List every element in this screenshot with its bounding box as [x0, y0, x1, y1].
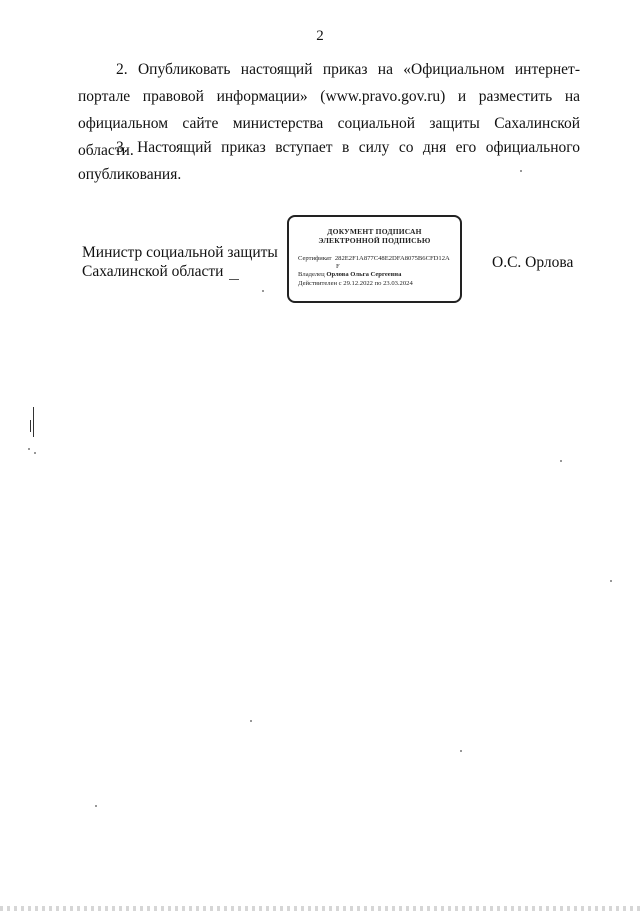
scan-artifact: [262, 290, 264, 292]
stamp-certificate: [298, 254, 460, 263]
stamp-certificate-tail: F: [336, 263, 340, 270]
stamp-certificate-value: 282E2F1A877C48E2DFA8075B6CFD12A: [334, 255, 450, 262]
stamp-validity-label: Действителен с: [298, 280, 342, 287]
paragraph-2-text: 2. Опубликовать настоящий приказ на «Официальном интернет-портале правовой информации» (www.pravo.gov.ru) и разместить на официальном сайте министерства социальной защиты Сахалинской области.: [78, 61, 580, 159]
stamp-validity-value: 29.12.2022 по 23.03.2024: [343, 280, 413, 287]
scan-artifact: [30, 420, 31, 432]
electronic-signature-stamp: [287, 215, 462, 303]
signatory-position-line2: Сахалинской области: [82, 263, 224, 280]
paragraph-3: [78, 134, 580, 188]
stamp-title-line2: ЭЛЕКТРОННОЙ ПОДПИСЬЮ: [318, 236, 431, 245]
stamp-title: [289, 227, 460, 245]
paragraph-3-text: 3. Настоящий приказ вступает в силу со дня его официального опубликования.: [78, 139, 580, 183]
page-number: 2: [316, 28, 324, 44]
stamp-owner-label: Владелец: [298, 271, 325, 278]
scan-artifact: [460, 750, 462, 752]
scan-artifact: [610, 580, 612, 582]
scan-artifact: [33, 407, 34, 437]
scan-edge: [0, 906, 640, 911]
stamp-certificate-label: Сертификат: [298, 255, 332, 262]
scan-artifact: [34, 452, 36, 454]
stamp-owner-value: Орлова Ольга Сергеевна: [326, 271, 402, 278]
signature-underline: [229, 279, 239, 280]
scan-artifact: [250, 720, 252, 722]
stamp-validity: [298, 279, 460, 288]
stamp-owner: [298, 270, 460, 279]
signatory-position: [82, 243, 278, 281]
signatory-name: О.С. Орлова: [492, 254, 574, 271]
scan-artifact: [560, 460, 562, 462]
stamp-title-line1: ДОКУМЕНТ ПОДПИСАН: [327, 227, 422, 236]
scan-artifact: [95, 805, 97, 807]
signatory-position-line1: Министр социальной защиты: [82, 244, 278, 261]
scan-artifact: [28, 448, 30, 450]
scan-artifact: [520, 170, 522, 172]
